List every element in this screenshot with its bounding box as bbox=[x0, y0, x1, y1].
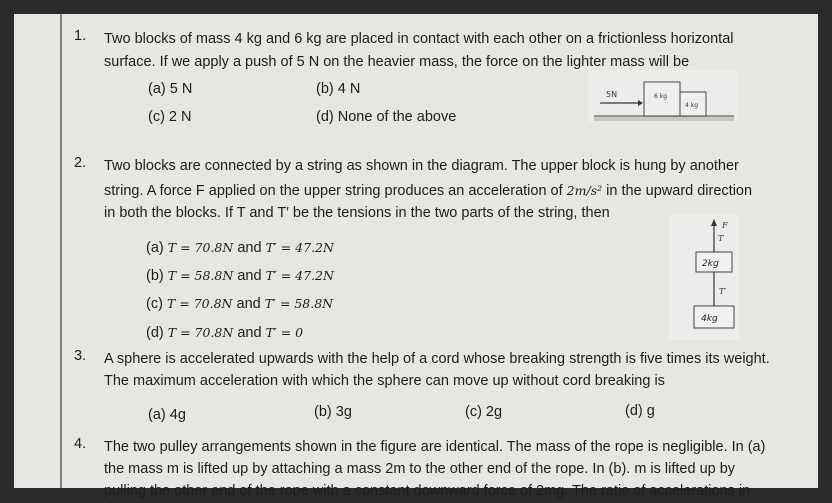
upper-block-label: 2kg bbox=[702, 259, 719, 269]
question-text-line: surface. If we apply a push of 5 N on the heavier mass, the force on the lighter mass will be bbox=[104, 54, 690, 70]
question-number: 4. bbox=[74, 436, 87, 452]
question-text-line: the mass m is lifted up by attaching a mass 2m to the other end of the rope. In (b). m is lifted up by bbox=[104, 461, 736, 477]
tension-t-prime: T′ = 0 bbox=[265, 325, 304, 340]
option-a: (a) 5 N bbox=[148, 81, 193, 97]
option-label: (c) bbox=[146, 296, 163, 312]
hanging-blocks-diagram bbox=[669, 214, 739, 340]
option-d: (d) g bbox=[625, 403, 655, 419]
block-4kg-label: 4 kg bbox=[685, 102, 699, 109]
tension-t-label: T bbox=[718, 234, 724, 243]
question-number: 2. bbox=[74, 155, 87, 171]
option-and: and bbox=[237, 268, 262, 284]
blocks-diagram bbox=[588, 70, 738, 122]
option-a bbox=[146, 240, 334, 256]
tension-t: T = 70.8N bbox=[167, 325, 234, 340]
option-b: (b) 4 N bbox=[316, 81, 361, 97]
option-b: (b) 3g bbox=[314, 404, 352, 420]
option-c: (c) 2 N bbox=[148, 109, 192, 125]
option-d bbox=[146, 325, 303, 341]
option-and: and bbox=[237, 325, 262, 341]
tension-t: T = 70.8N bbox=[167, 240, 234, 255]
question-text-line: The maximum acceleration with which the sphere can move up without cord breaking is bbox=[104, 373, 665, 389]
question-text-line bbox=[104, 179, 752, 203]
option-c bbox=[146, 296, 333, 312]
question-text-line: A sphere is accelerated upwards with the help of a cord whose breaking strength is five times its weight. bbox=[104, 351, 770, 367]
option-and: and bbox=[237, 240, 262, 256]
option-a: (a) 4g bbox=[148, 407, 186, 423]
tension-t: T = 58.8N bbox=[167, 268, 234, 283]
question-text-line: The two pulley arrangements shown in the figure are identical. The mass of the rope is negligible. In (a) bbox=[104, 439, 766, 455]
tension-t-prime: T′ = 47.2N bbox=[265, 240, 334, 255]
block-6kg-label: 6 kg bbox=[654, 93, 668, 100]
worksheet-page bbox=[14, 14, 818, 499]
force-label: 5N bbox=[606, 90, 618, 99]
option-c: (c) 2g bbox=[465, 404, 503, 420]
question-number: 3. bbox=[74, 348, 87, 364]
tension-t: T = 70.8N bbox=[166, 296, 233, 311]
option-label: (d) bbox=[146, 325, 164, 341]
question-number: 1. bbox=[74, 28, 87, 44]
tension-t-prime: T′ = 47.2N bbox=[265, 268, 334, 283]
question-text-line: Two blocks of mass 4 kg and 6 kg are placed in contact with each other on a frictionless horizontal bbox=[104, 31, 734, 47]
option-label: (b) bbox=[146, 268, 164, 284]
option-d: (d) None of the above bbox=[316, 109, 457, 125]
floor-hatch bbox=[594, 117, 734, 121]
tension-t-prime-label: T′ bbox=[719, 287, 727, 296]
question-text-part: string. A force F applied on the upper string produces an acceleration of bbox=[104, 183, 563, 199]
question-text-line: Two blocks are connected by a string as shown in the diagram. The upper block is hung by another bbox=[104, 158, 739, 174]
option-b bbox=[146, 268, 334, 284]
option-and: and bbox=[236, 296, 261, 312]
option-label: (a) bbox=[146, 240, 164, 256]
margin-line bbox=[60, 14, 62, 488]
question-text-part: in the upward direction bbox=[606, 183, 753, 199]
question-text-line: pulling the other end of the rope with a constant downward force of 2mg. The ratio of accelerations in bbox=[104, 483, 751, 499]
force-f-label: F bbox=[722, 221, 728, 230]
tension-t-prime: T′ = 58.8N bbox=[264, 296, 334, 311]
acceleration-value: 2m/s² bbox=[566, 183, 603, 198]
lower-block-label: 4kg bbox=[701, 314, 718, 324]
question-text-line: in both the blocks. If T and T′ be the tensions in the two parts of the string, then bbox=[104, 205, 610, 221]
